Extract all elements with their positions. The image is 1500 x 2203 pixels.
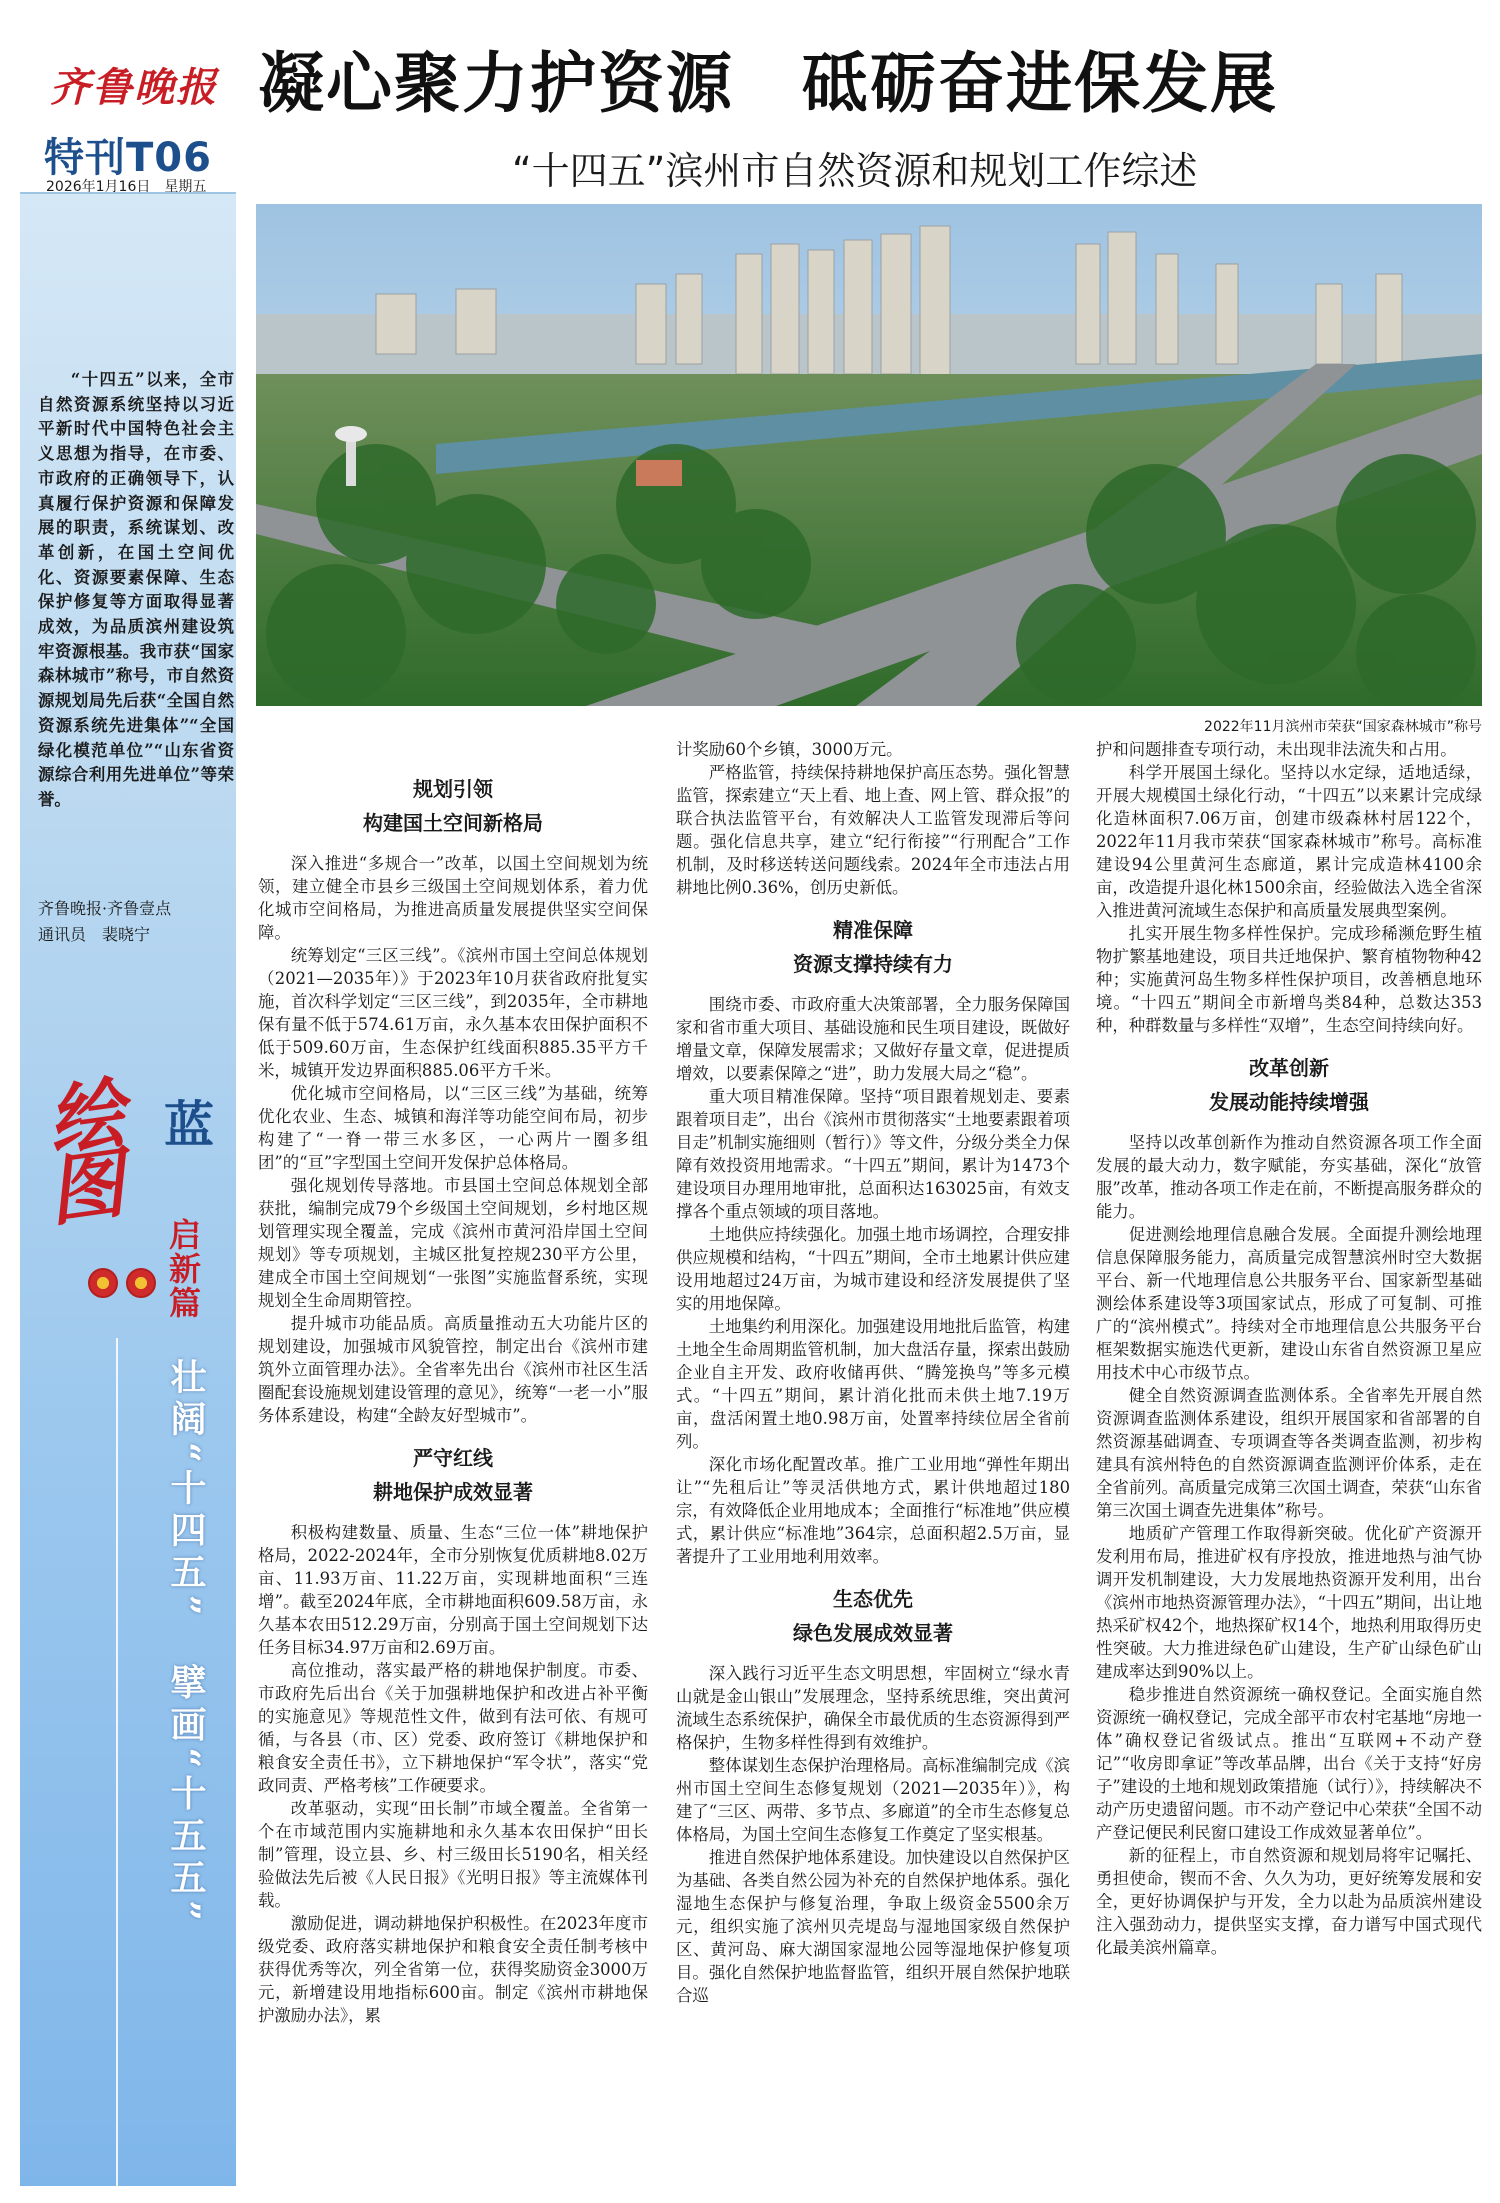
paragraph: 积极构建数量、质量、生态“三位一体”耕地保护格局，2022-2024年，全市分别恢复优质耕地8.02万亩、11.93万亩、11.22万亩，实现耕地面积“三连增”。截至2024年底，全市耕地面积609.58万亩，永久基本农田512.29万亩，分别高于国土空间规划下达任务目标34.97万亩和2.69万亩。 [258,1523,648,1657]
section-heading-ecology [676,1582,1070,1650]
page-headline: 凝心聚力护资源 砥砺奋进保发展 [258,44,1278,122]
paragraph: 高位推动，落实最严格的耕地保护制度。市委、市政府先后出台《关于加强耕地保护和改进占补平衡的实施意见》等规范性文件，做到有法可依、有规可循，与各县（市、区）党委、政府签订《耕地保护和粮食安全责任书》，立下耕地保护“军令状”，落实“党政同责、严格考核”工作硬要求。 [258,1661,648,1795]
paragraph: 提升城市功能品质。高质量推动五大功能片区的规划建设，加强城市风貌管控，制定出台《滨州市建筑外立面管理办法》。全省率先出台《滨州市社区生活圈配套设施规划建设管理的意见》，统筹“一老一小”服务体系建设，构建“全龄友好型城市”。 [258,1314,648,1425]
intro-summary: “十四五”以来，全市自然资源系统坚持以习近平新时代中国特色社会主义思想为指导，在市委、市政府的正确领导下，认真履行保护资源和保障发展的职责，系统谋划、改革创新，在国土空间优化、资源要素保障、生态保护修复等方面取得显著成效，为品质滨州建设筑牢资源根基。我市获“国家森林城市”称号，市自然资源规划局先后获“全国自然资源系统先进集体”“全国绿化模范单位”“山东省资源综合利用先进单位”等荣誉。 [38,370,234,809]
date-text: 2026年1月16日 [46,179,151,195]
paragraph: 健全自然资源调查监测体系。全省率先开展自然资源调查监测体系建设，组织开展国家和省部署的自然资源基础调查、专项调查等各类调查监测，初步构建具有滨州特色的自然资源调查监测评价体系，走在全省前列。高质量完成第三次国土调查，荣获“山东省第三次国土调查先进集体”称号。 [1096,1386,1482,1520]
section-heading-guarantee [676,913,1070,981]
paragraph: 新的征程上，市自然资源和规划局将牢记嘱托、勇担使命，锲而不舍、久久为功，更好统筹发展和安全，更好协调保护与开发，全力以赴为品质滨州建设注入强劲动力，提供坚实支撑，奋力谱写中国式现代化最美滨州篇章。 [1096,1846,1482,1957]
national-emblem-icon [126,1268,156,1298]
section-kicker: 生态优先 [833,1587,913,1611]
series-char-lan: 蓝 [156,1098,215,1148]
paragraph: 激励促进，调动耕地保护积极性。在2023年度市级党委、政府落实耕地保护和粮食安全责任制考核中获得优秀等次，列全省第一位，获得奖励资金3000万元，新增建设用地指标600亩。制定《滨州市耕地保护激励办法》，累 [258,1914,648,2025]
party-emblem-icon [88,1268,118,1298]
paragraph: 深入践行习近平生态文明思想，牢固树立“绿水青山就是金山银山”发展理念，坚持系统思维，突出黄河流域生态系统保护，确保全市最优质的生态资源得到严格保护，生物多样性得到有效维护。 [676,1664,1070,1752]
paragraph: 推进自然保护地体系建设。加快建设以自然保护区为基础、各类自然公园为补充的自然保护地体系。强化湿地生态保护与修复治理，争取上级资金5500余万元，组织实施了滨州贝壳堤岛与湿地国家级自然保护区、黄河岛、麻大湖国家湿地公园等湿地保护修复项目。强化自然保护地监督监管，组织开展自然保护地联合巡 [676,1848,1070,2005]
section-title: 绿色发展成效显著 [793,1621,953,1645]
article-column-1 [258,758,648,2027]
paragraph: 深化市场化配置改革。推广工业用地“弹性年期出让”“先租后让”等灵活供地方式，累计供地超过180宗，有效降低企业用地成本；全面推行“标准地”供应模式，累计供应“标准地”364宗，总面积超2.5万亩，显著提升了工业用地利用效率。 [676,1455,1070,1566]
sidebar-divider [116,1338,118,2186]
section-heading-farmland [258,1441,648,1509]
section-title: 发展动能持续增强 [1209,1090,1369,1114]
paragraph: 土地集约利用深化。加强建设用地批后监管，构建土地全生命周期监管机制，加大盘活存量，探索出鼓励企业自主开发、政府收储再供、“腾笼换鸟”等多元模式。“十四五”期间，累计消化批而未供土地7.19万亩，盘活闲置土地0.98万亩，处置率持续位居全省前列。 [676,1317,1070,1451]
series-title: 启新篇 [164,1218,202,1320]
paragraph-continued: 护和问题排查专项行动，未出现非法流失和占用。 [1096,740,1457,759]
aerial-photo-illustration [256,204,1482,706]
series-slogan: 壮阔“十四五” 擘画“十五五” [165,1358,207,1927]
paragraph: 统筹划定“三区三线”。《滨州市国土空间总体规划（2021—2035年）》于2023年10月获省政府批复实施，首次科学划定“三区三线”，到2035年，全市耕地保有量不低于574.61万亩，永久基本农田保护面积不低于509.60万亩，生态保护红线面积885.35平方千米，城镇开发边界面积885.06平方千米。 [258,946,648,1080]
section-title: 资源支撑持续有力 [793,952,953,976]
section-kicker: 规划引领 [413,777,493,801]
section-heading-reform [1096,1051,1482,1119]
section-kicker: 改革创新 [1249,1056,1329,1080]
paragraph: 围绕市委、市政府重大决策部署，全力服务保障国家和省市重大项目、基础设施和民生项目建设，既做好增量文章，保障发展需求；又做好存量文章，促进提质增效，以要素保障之“进”，助力发展大局之“稳”。 [676,995,1070,1083]
left-sidebar [20,18,236,2186]
section-title: 构建国土空间新格局 [363,811,543,835]
paragraph: 重大项目精准保障。坚持“项目跟着规划走、要素跟着项目走”，出台《滨州市贯彻落实“土地要素跟着项目走”机制实施细则（暂行）》等文件，分级分类全力保障有效投资用地需求。“十四五”期间，累计为1473个建设项目办理用地审批，总面积达163025亩，有效支撑各个重点领域的项目落地。 [676,1087,1070,1221]
article-column-3 [1096,738,1482,1959]
section-kicker: 精准保障 [833,918,913,942]
byline [38,896,234,948]
paragraph: 扎实开展生物多样性保护。完成珍稀濒危野生植物扩繁基地建设，项目共迁地保护、繁育植物物种42种；实施黄河岛生物多样性保护项目，改善栖息地环境。“十四五”期间全市新增鸟类84种，总数达353种，种群数量与多样性“双增”，生态空间持续向好。 [1096,924,1482,1035]
aerial-city-photo [256,204,1482,706]
series-char-tu: 图 [42,1138,130,1237]
paragraph: 土地供应持续强化。加强土地市场调控，合理安排供应规模和结构，“十四五”期间，全市土地累计供应建设用地超过24万亩，为城市建设和经济发展提供了坚实的用地保障。 [676,1225,1070,1313]
issue-date [46,176,220,196]
page-subheadline: “十四五”滨州市自然资源和规划工作综述 [512,149,1198,193]
issue-number: 特刊T06 [44,135,212,181]
paragraph: 整体谋划生态保护治理格局。高标准编制完成《滨州市国土空间生态修复规划（2021—2035年）》，构建了“三区、两带、多节点、多廊道”的全市生态修复总体格局，为国土空间生态修复工作奠定了坚实根基。 [676,1756,1070,1844]
paragraph: 稳步推进自然资源统一确权登记。全面实施自然资源统一确权登记，完成全部平市农村宅基地“房地一体”确权登记省级试点。推出“互联网+不动产登记”“收房即拿证”等改革品牌，出台《关于支持“好房子”建设的土地和规划政策措施（试行）》，持续解决不动产历史遗留问题。市不动产登记中心荣获“全国不动产登记便民利民窗口建设工作成效显著单位”。 [1096,1685,1482,1842]
paragraph: 严格监管，持续保持耕地保护高压态势。强化智慧监管，探索建立“天上看、地上查、网上管、群众报”的联合执法监管平台，有效解决人工监管发现滞后等问题。强化信息共享，建立“纪行衔接”“行刑配合”工作机制，及时移送转送问题线索。2024年全市违法占用耕地比例0.36%，创历史新低。 [676,763,1070,897]
paragraph: 科学开展国土绿化。坚持以水定绿，适地适绿，开展大规模国土绿化行动，“十四五”以来累计完成绿化造林面积7.06万亩，创建市级森林村居122个，2022年11月我市荣获“国家森林城市”称号。高标准建设94公里黄河生态廊道，累计完成造林4100余亩，改造提升退化林1500余亩，经验做法入选全省深入推进黄河流域生态保护和高质量发展典型案例。 [1096,763,1482,920]
weekday-text: 星期五 [164,179,207,195]
section-title: 耕地保护成效显著 [373,1480,533,1504]
newspaper-logo: 齐鲁晚报 [50,64,218,111]
paragraph: 优化城市空间格局，以“三区三线”为基础，统筹优化农业、生态、城镇和海洋等功能空间布局，初步构建了“一脊一带三水多区，一心两片一圈多组团”的“亘”字型国土空间开发保护总体格局。 [258,1084,648,1172]
section-kicker: 严守红线 [413,1446,493,1470]
section-heading-planning [258,772,648,840]
paragraph: 促进测绘地理信息融合发展。全面提升测绘地理信息保障服务能力，高质量完成智慧滨州时空大数据平台、新一代地理信息公共服务平台、国家新型基础测绘体系建设等3项国家试点，形成了可复制、可推广的“滨州模式”。持续对全市地理信息公共服务平台框架数据实施迭代更新，建设山东省自然资源卫星应用技术中心市级节点。 [1096,1225,1482,1382]
photo-caption: 2022年11月滨州市荣获“国家森林城市”称号 [1204,719,1482,735]
masthead [20,18,236,194]
article-column-2 [676,738,1070,2007]
series-char-hui: 绘 [42,1068,130,1167]
paragraph: 坚持以改革创新作为推动自然资源各项工作全面发展的最大动力，数字赋能，夯实基础，深化“放管服”改革，推动各项工作走在前，不断提高服务群众的能力。 [1096,1133,1482,1221]
paragraph: 地质矿产管理工作取得新突破。优化矿产资源开发利用布局，推进矿权有序投放，推进地热与油气协调开发机制建设，大力发展地热资源开发利用，出台《滨州市地热资源管理办法》，“十四五”期间，出让地热采矿权42个，地热探矿权14个，地热利用取得历史性突破。大力推进绿色矿山建设，生产矿山绿色矿山建成率达到90%以上。 [1096,1524,1482,1681]
paragraph: 改革驱动，实现“田长制”市域全覆盖。全省第一个在市域范围内实施耕地和永久基本农田保护“田长制”管理，设立县、乡、村三级田长5190名，相关经验做法先后被《人民日报》《光明日报》等主流媒体刊载。 [258,1799,648,1910]
paragraph: 强化规划传导落地。市县国土空间总体规划全部获批，编制完成79个乡级国土空间规划，乡村地区规划管理实现全覆盖，完成《滨州市黄河沿岸国土空间规划》等专项规划，主城区批复控规230平方公里，建成全市国土空间规划“一张图”实施监督系统，实现规划全生命周期管控。 [258,1176,648,1310]
byline-outlet: 齐鲁晚报·齐鲁壹点 [38,899,172,918]
paragraph: 深入推进“多规合一”改革，以国土空间规划为统领，建立健全市县乡三级国土空间规划体系，着力优化城市空间格局，为推进高质量发展提供坚实空间保障。 [258,854,648,942]
byline-reporter: 通讯员 裴晓宁 [38,925,151,944]
paragraph-continued: 计奖励60个乡镇，3000万元。 [676,740,903,759]
